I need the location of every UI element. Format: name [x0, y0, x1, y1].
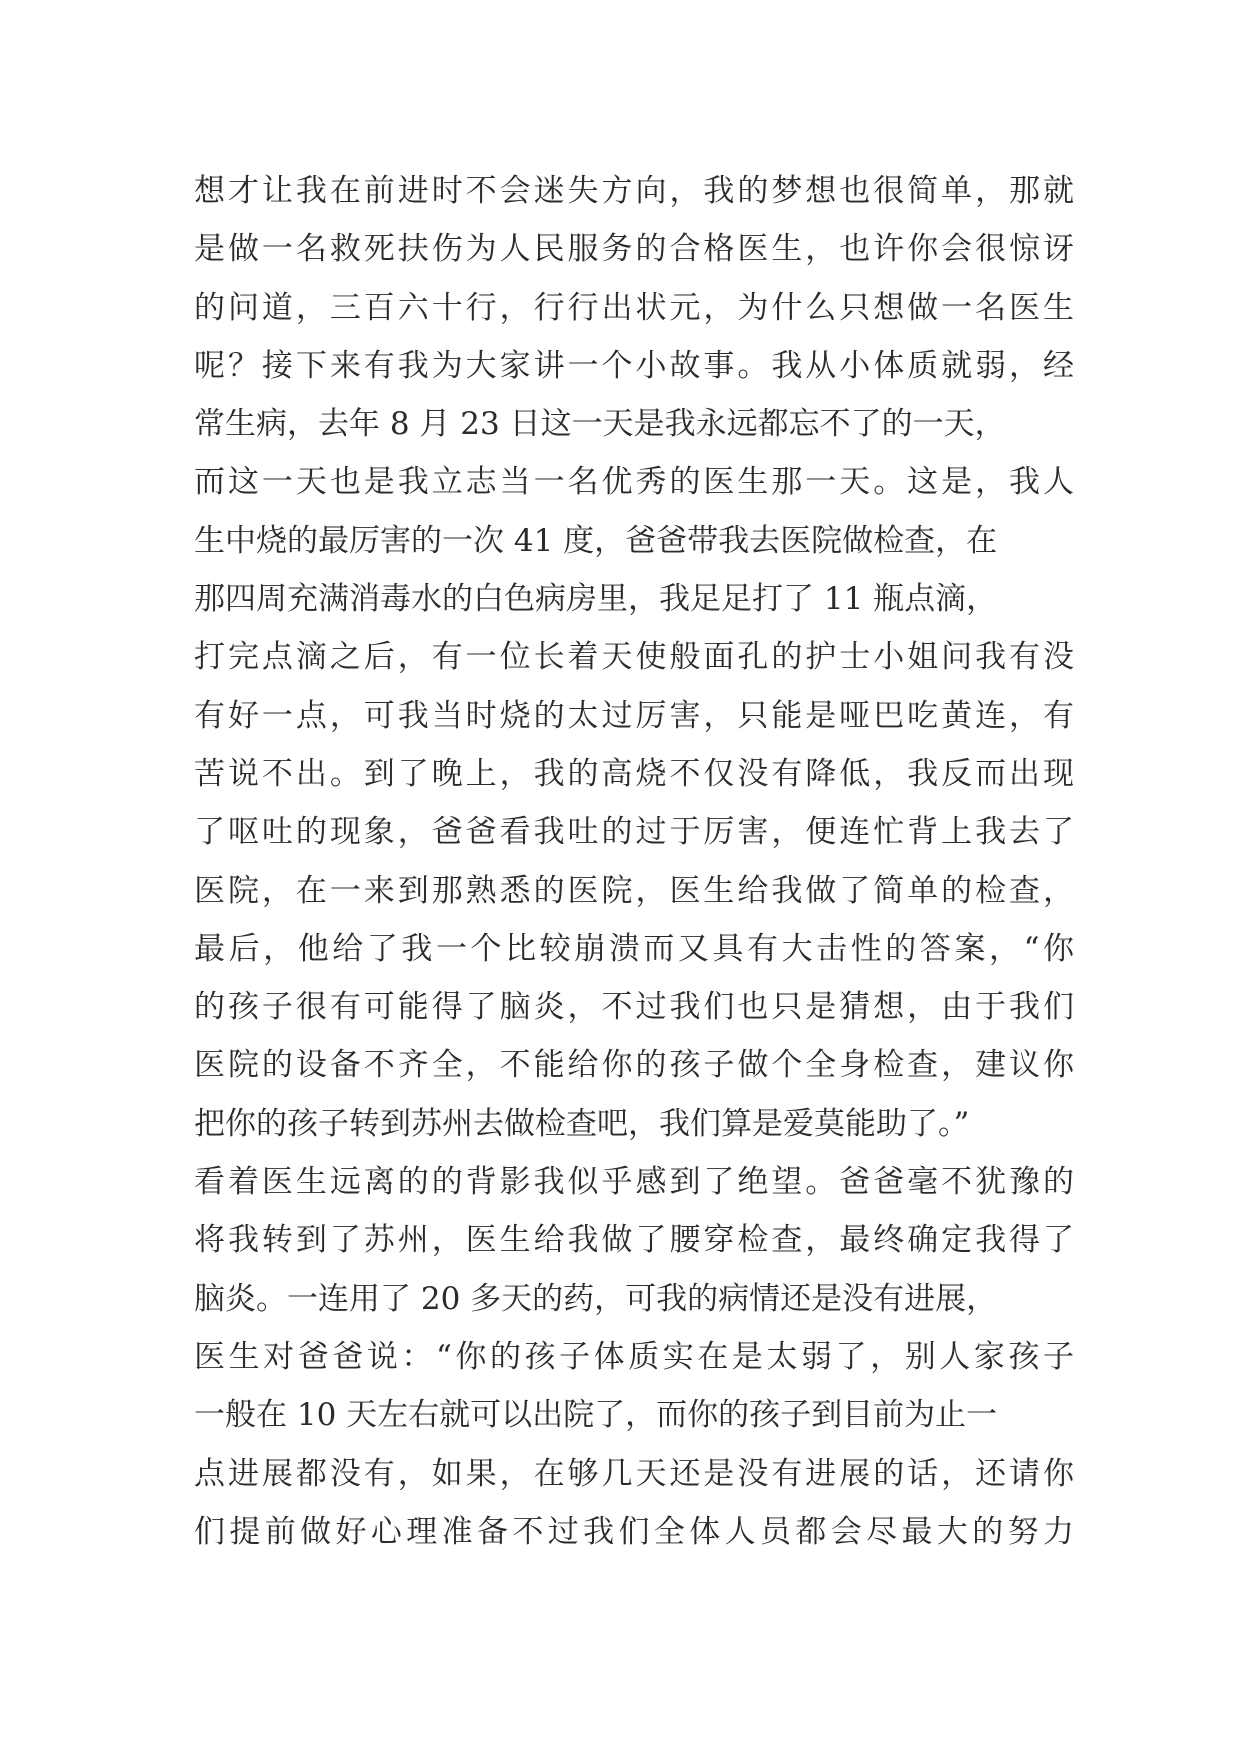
text-line: 的孩子很有可能得了脑炎，不过我们也只是猜想，由于我们 — [194, 989, 1074, 1026]
text-line: 打完点滴之后，有一位长着天使般面孔的护士小姐问我有没 — [194, 639, 1074, 676]
text-line: 点进展都没有，如果，在够几天还是没有进展的话，还请你 — [194, 1455, 1074, 1492]
text-line: 苦说不出。到了晚上，我的高烧不仅没有降低，我反而出现 — [194, 755, 1074, 792]
text-line: 医生对爸爸说：“你的孩子体质实在是太弱了，别人家孩子 — [194, 1338, 1074, 1375]
text-line: 看着医生远离的的背影我似乎感到了绝望。爸爸毫不犹豫的 — [194, 1164, 1074, 1201]
text-line: 最后，他给了我一个比较崩溃而又具有大击性的答案，“你 — [194, 930, 1074, 967]
text-line: 一般在 10 天左右就可以出院了，而你的孩子到目前为止一 — [194, 1397, 998, 1434]
text-line: 那四周充满消毒水的白色病房里，我足足打了 11 瓶点滴， — [194, 581, 998, 618]
body-text — [194, 162, 1074, 1561]
text-line: 而这一天也是我立志当一名优秀的医生那一天。这是，我人 — [194, 464, 1074, 501]
text-line: 的问道，三百六十行，行行出状元，为什么只想做一名医生 — [194, 289, 1074, 326]
text-line: 医院的设备不齐全，不能给你的孩子做个全身检查，建议你 — [194, 1047, 1074, 1084]
text-line: 医院，在一来到那熟悉的医院，医生给我做了简单的检查， — [194, 872, 1074, 909]
text-line: 将我转到了苏州，医生给我做了腰穿检查，最终确定我得了 — [194, 1222, 1074, 1259]
text-line: 生中烧的最厉害的一次 41 度，爸爸带我去医院做检查，在 — [194, 522, 998, 559]
text-line: 了呕吐的现象，爸爸看我吐的过于厉害，便连忙背上我去了 — [194, 814, 1074, 851]
text-line: 把你的孩子转到苏州去做检查吧，我们算是爱莫能助了。” — [194, 1105, 970, 1142]
text-line: 是做一名救死扶伤为人民服务的合格医生，也许你会很惊讶 — [194, 231, 1074, 268]
text-line: 常生病，去年 8 月 23 日这一天是我永远都忘不了的一天， — [194, 406, 1006, 443]
text-line: 呢？接下来有我为大家讲一个小故事。我从小体质就弱，经 — [194, 347, 1074, 384]
text-line: 有好一点，可我当时烧的太过厉害，只能是哑巴吃黄连，有 — [194, 697, 1074, 734]
text-line: 们提前做好心理准备不过我们全体人员都会尽最大的努力 — [194, 1513, 1074, 1550]
text-line: 想才让我在前进时不会迷失方向，我的梦想也很简单，那就 — [194, 173, 1074, 209]
text-line: 脑炎。一连用了 20 多天的药，可我的病情还是没有进展， — [194, 1280, 998, 1317]
